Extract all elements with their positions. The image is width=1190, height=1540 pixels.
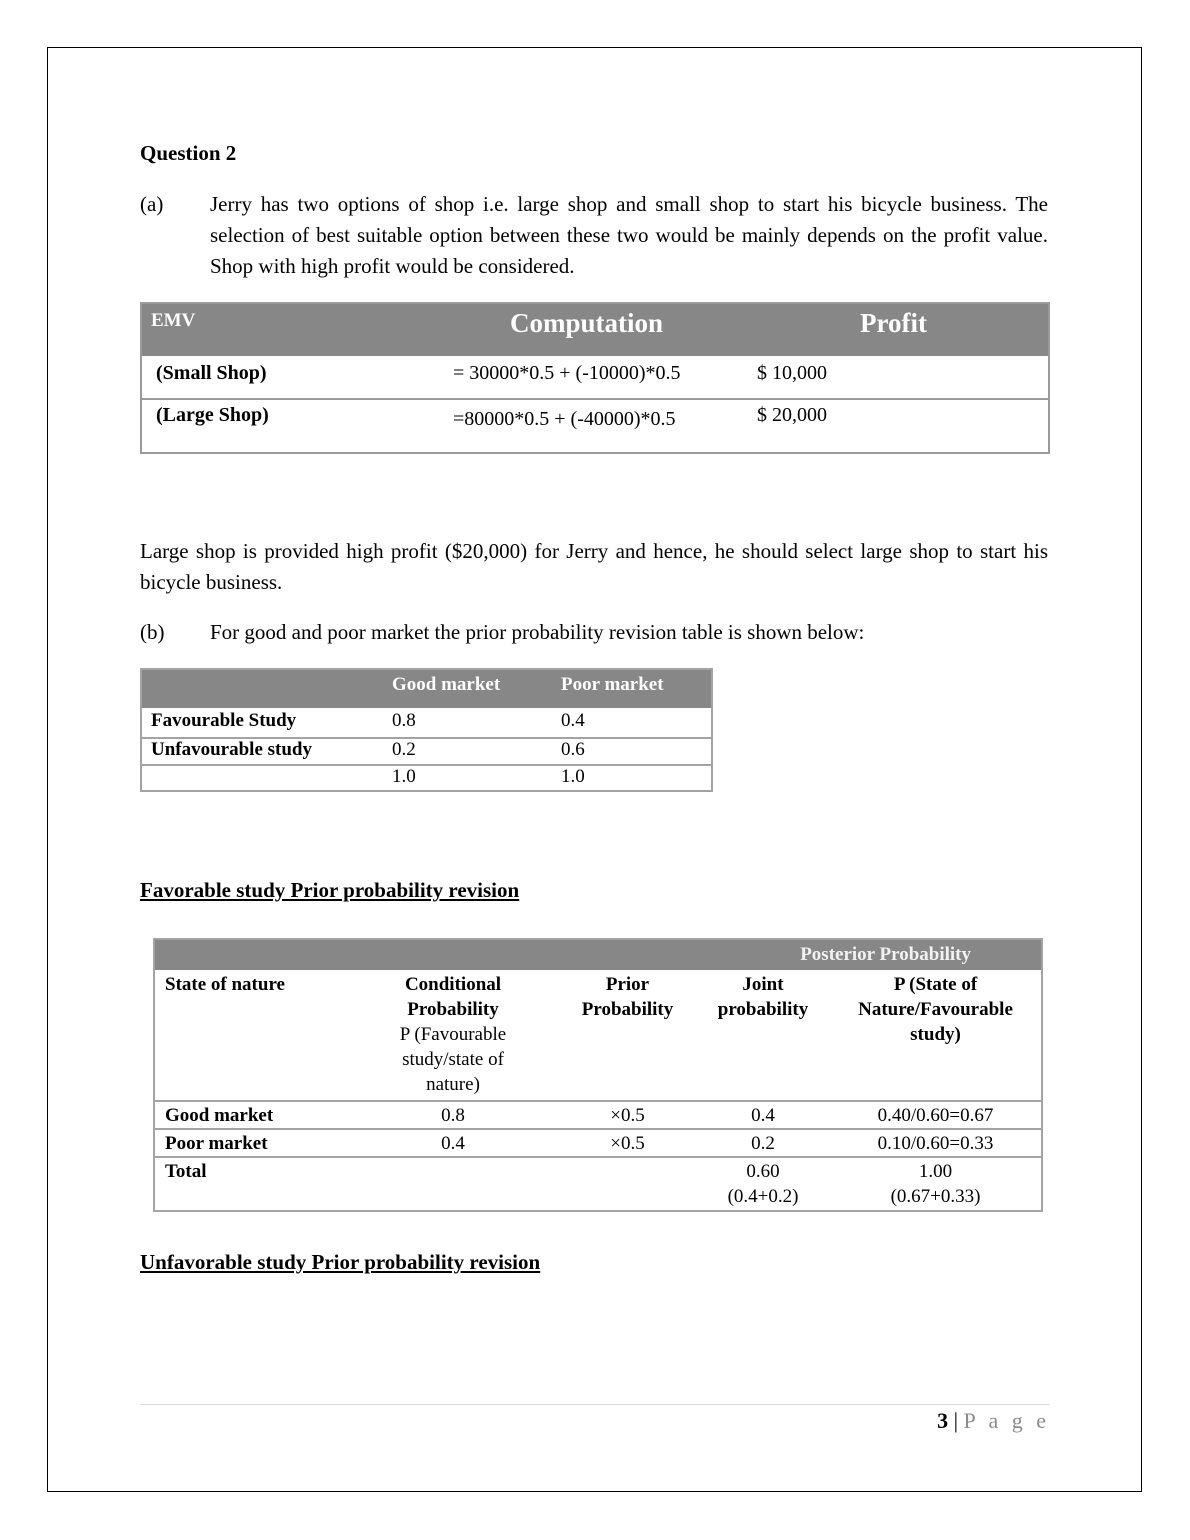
row-label: (Small Shop) xyxy=(156,362,267,384)
conditional-probability-title: Conditional Probability xyxy=(404,974,502,1020)
cell-value: 0.6 xyxy=(561,739,585,760)
footer-divider xyxy=(140,1404,1050,1405)
row-label: (Large Shop) xyxy=(156,404,269,426)
conditional-probability-header xyxy=(373,972,533,1097)
cell-value: 0.4 xyxy=(561,710,585,731)
total-joint xyxy=(703,1159,823,1209)
row-divider xyxy=(142,398,1048,400)
page-number: 3 xyxy=(937,1408,949,1433)
cell-value: ×0.5 xyxy=(610,1105,645,1126)
favorable-study-heading: Favorable study Prior probability revision xyxy=(140,878,520,902)
part-a-text: Jerry has two options of shop i.e. large shop and small shop to start his bicycle business. The selection of best suitable option between these two would be mainly depends on the profit value. Shop with high profit would be considered. xyxy=(210,192,1048,278)
state-of-nature-header: State of nature xyxy=(165,974,285,995)
posterior-table xyxy=(153,938,1043,1212)
row-computation: = 30000*0.5 + (-10000)*0.5 xyxy=(453,362,681,384)
cell-value: 0.10/0.60=0.33 xyxy=(877,1133,994,1154)
row-divider xyxy=(155,1100,1041,1102)
cell-value: 1.0 xyxy=(392,766,416,787)
prior-probability-header: Prior Probability xyxy=(581,974,674,1020)
row-profit: $ 20,000 xyxy=(757,404,827,426)
emv-header-label: EMV xyxy=(151,310,196,331)
posterior-probability-header: Posterior Probability xyxy=(800,944,971,965)
page-label: P a g e xyxy=(963,1408,1050,1433)
row-label: Poor market xyxy=(165,1133,268,1154)
unfavorable-study-heading: Unfavorable study Prior probability revision xyxy=(140,1250,541,1274)
conditional-probability-subtitle: P (Favourable study/state of nature) xyxy=(399,1024,507,1095)
emv-table xyxy=(140,302,1050,454)
computation-header: Computation xyxy=(510,308,664,338)
cell-value: 0.4 xyxy=(441,1133,465,1154)
poor-market-header: Poor market xyxy=(561,674,664,695)
cell-value: 1.00 xyxy=(918,1161,953,1182)
part-a-label: (a) xyxy=(140,192,164,216)
cell-value: 0.2 xyxy=(392,739,416,760)
market-table xyxy=(140,668,713,792)
cell-value: 0.8 xyxy=(441,1105,465,1126)
conclusion-text: Large shop is provided high profit ($20,000) for Jerry and hence, he should select large shop to start his bicycle business. xyxy=(140,539,1048,594)
emv-table-header xyxy=(142,304,1048,356)
cell-value: 0.8 xyxy=(392,710,416,731)
total-posterior xyxy=(838,1159,1033,1209)
part-b-text: For good and poor market the prior probability revision table is shown below: xyxy=(210,620,865,644)
posterior-state-header: P (State of Nature/Favourable study) xyxy=(858,974,1013,1045)
cell-value: 1.0 xyxy=(561,766,585,787)
page-footer xyxy=(937,1408,1050,1434)
question-title: Question 2 xyxy=(140,141,237,165)
posterior-table-header xyxy=(155,940,1041,970)
cell-value: 0.4 xyxy=(751,1105,775,1126)
cell-note: (0.4+0.2) xyxy=(727,1186,799,1207)
cell-note: (0.67+0.33) xyxy=(890,1186,981,1207)
profit-header: Profit xyxy=(860,308,927,338)
part-b-label: (b) xyxy=(140,620,165,644)
row-label: Favourable Study xyxy=(151,710,297,731)
good-market-header: Good market xyxy=(392,674,501,695)
row-label: Unfavourable study xyxy=(151,739,312,760)
row-divider xyxy=(155,1128,1041,1130)
joint-probability-header: Joint probability xyxy=(717,974,809,1020)
cell-value: ×0.5 xyxy=(610,1133,645,1154)
row-profit: $ 10,000 xyxy=(757,362,827,384)
row-divider xyxy=(155,1156,1041,1158)
row-label: Good market xyxy=(165,1105,274,1126)
cell-value: 0.60 xyxy=(746,1161,780,1182)
cell-value: 0.2 xyxy=(751,1133,775,1154)
market-table-header xyxy=(142,670,711,708)
footer-separator: | xyxy=(953,1408,959,1433)
row-label: Total xyxy=(165,1161,207,1182)
cell-value: 0.40/0.60=0.67 xyxy=(877,1105,994,1126)
row-computation: =80000*0.5 + (-40000)*0.5 xyxy=(453,408,676,430)
row-divider xyxy=(142,764,711,766)
